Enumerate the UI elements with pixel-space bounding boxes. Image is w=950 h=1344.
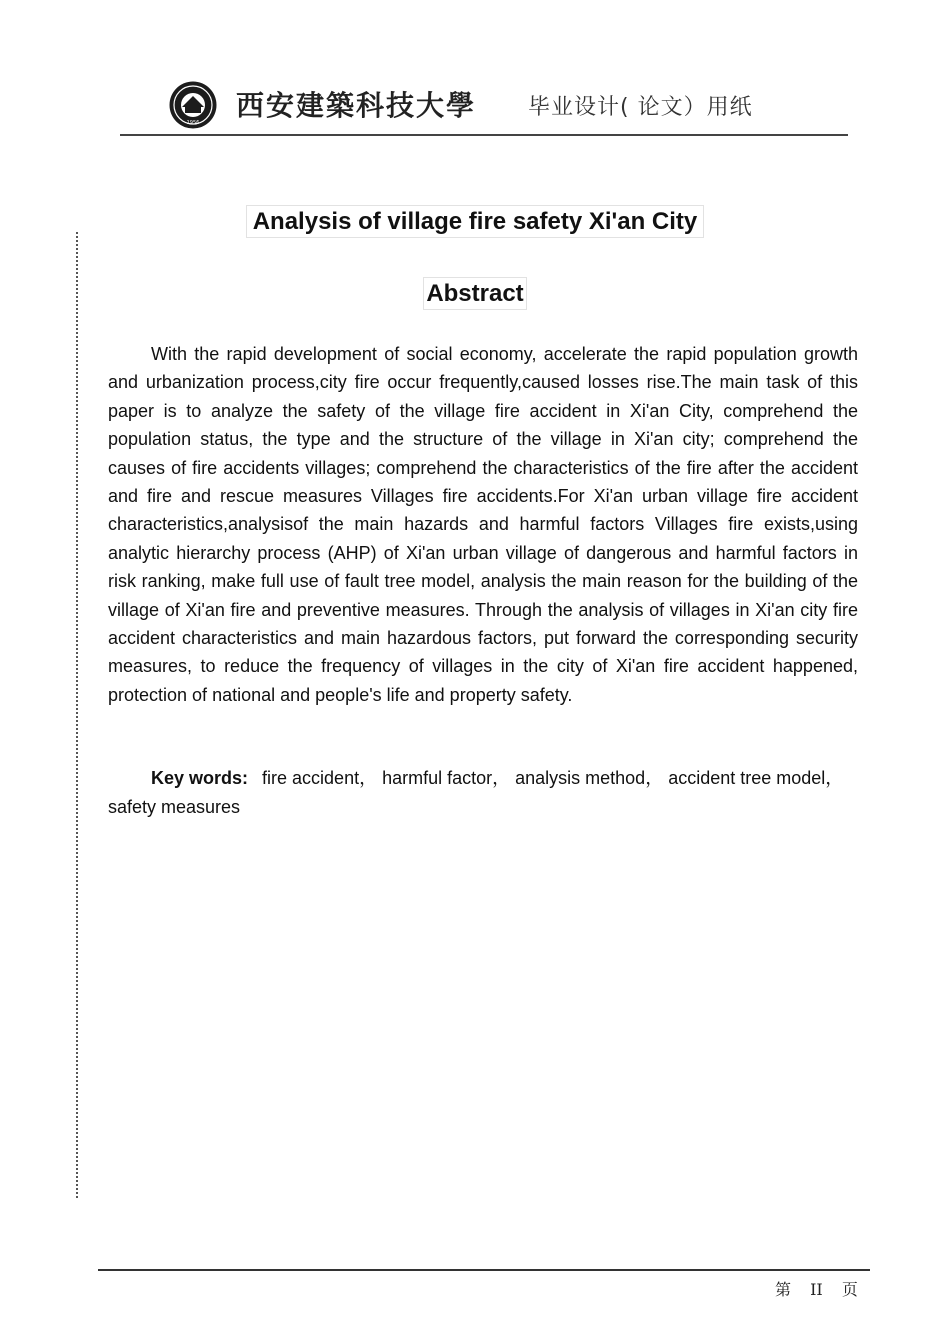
page-header — [120, 72, 848, 138]
keywords-paragraph — [108, 764, 858, 822]
page-number: 第 II 页 — [775, 1280, 858, 1299]
abstract-heading: Abstract — [423, 277, 526, 310]
header-rule — [120, 134, 848, 136]
university-seal-icon — [168, 80, 218, 130]
abstract-paragraph: With the rapid development of social economy, accelerate the rapid population growth and urbanization process,city fire occur frequently,caused losses rise.The main task of this paper is to analyze the safety of the village fire accident in Xi'an City, comprehend the population status, the type and the structure of the village in Xi'an city; comprehend the causes of fire accidents villages; comprehend the characteristics of the fire after the accident and fire and rescue measures Villages fire accidents.For Xi'an urban village fire accident characteristics,analysisof the main hazards and harmful factors Villages fire exists,using analytic hierarchy process (AHP) of Xi'an urban village of dangerous and harmful factors in risk ranking, make full use of fault tree model, analysis the main reason for the building of the village of Xi'an fire and preventive measures. Through the analysis of villages in Xi'an city fire accident characteristics and main hazardous factors, put forward the corresponding security measures, to reduce the frequency of villages in the city of Xi'an fire accident happened, protection of national and people's life and property safety. — [108, 344, 858, 705]
seal-year: 1956 — [186, 120, 200, 126]
thesis-title-block — [0, 208, 950, 236]
paper-label: 毕业设计( 论文）用纸 — [528, 95, 753, 120]
abstract-heading-block — [0, 280, 950, 308]
abstract-body — [108, 340, 858, 709]
footer-rule — [98, 1269, 870, 1271]
binding-line — [76, 232, 78, 1198]
university-name: 西安建築科技大學 — [236, 89, 477, 122]
keywords-label: Key words: — [151, 768, 249, 788]
thesis-title: Analysis of village fire safety Xi'an City — [246, 205, 705, 238]
keywords-text: fire accident， harmful factor， analysis method， accident tree model， safety measures — [108, 768, 844, 817]
keywords-block — [108, 764, 858, 822]
